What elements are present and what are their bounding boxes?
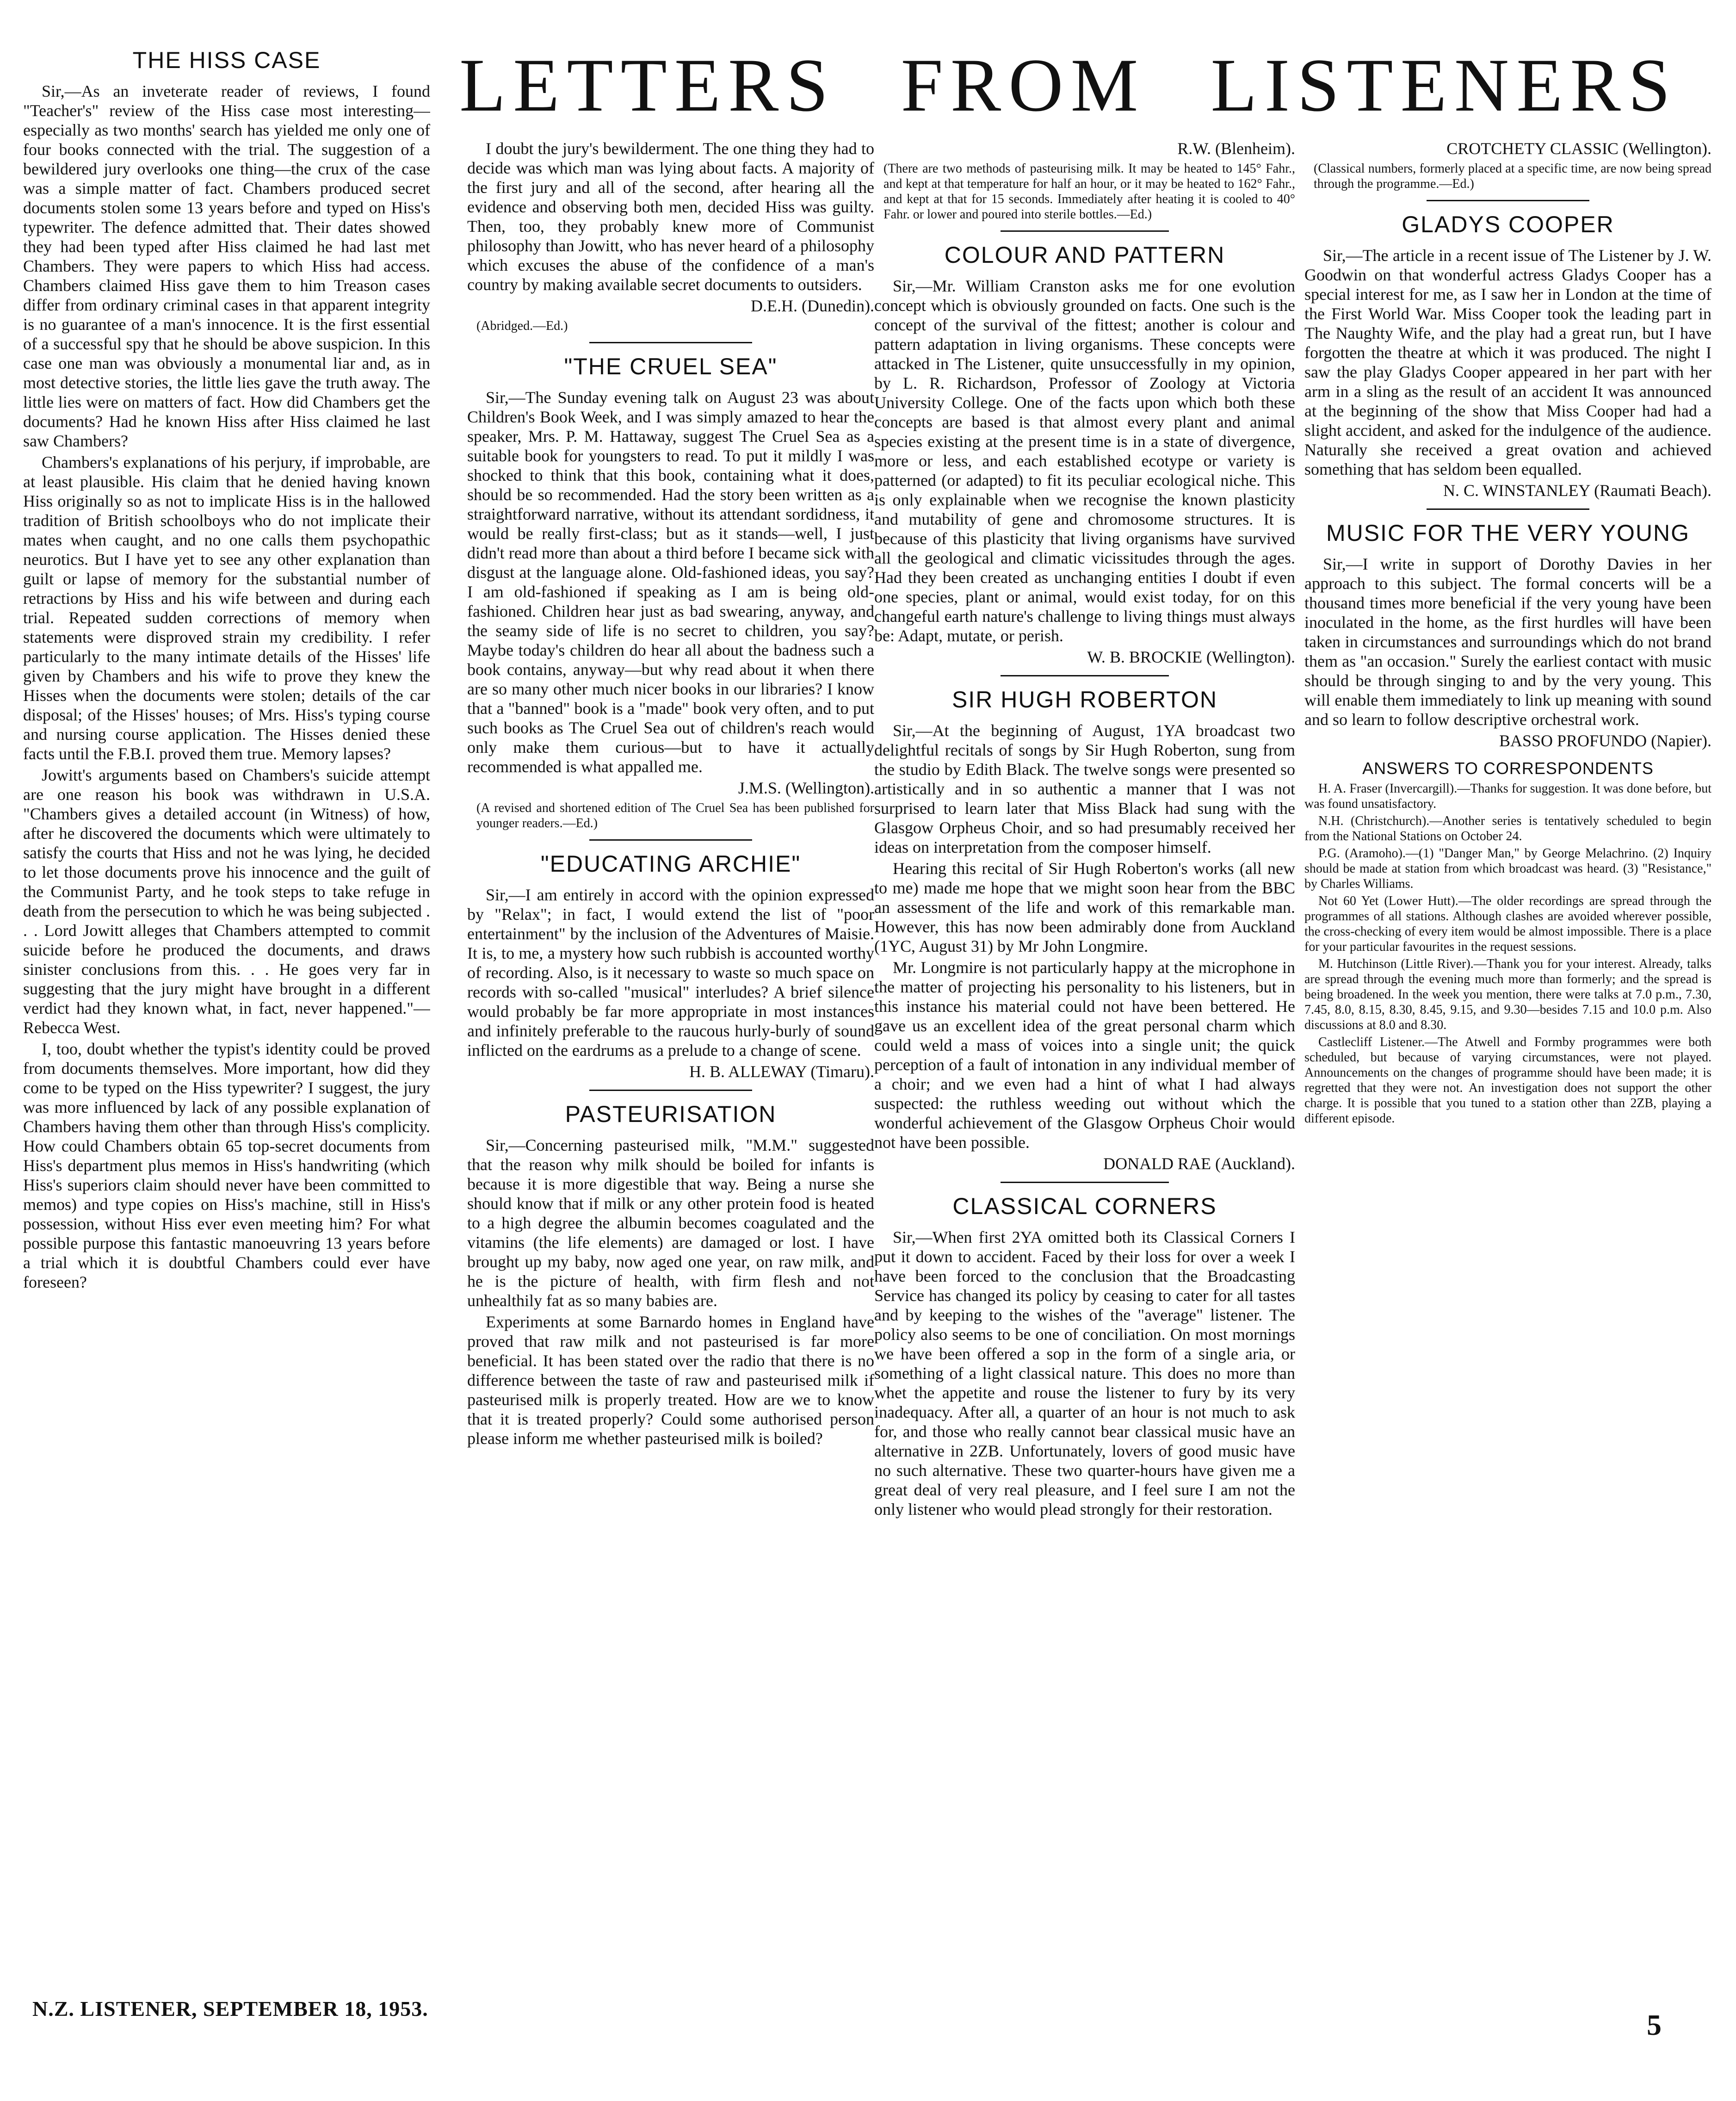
answer-item: P.G. (Aramoho).—(1) "Danger Man," by George Melachrino. (2) Inquiry should be made at station from which broadcast was heard. (3) "Resistance," by Charles Williams. xyxy=(1304,846,1711,891)
section-title-cruel-sea: "THE CRUEL SEA" xyxy=(564,353,778,379)
letter-paragraph: Experiments at some Barnardo homes in England have proved that raw milk and not pasteurised is far more beneficial. It has been stated over the radio that there is no difference between the taste of raw and pasteurised milk if pasteurised milk is properly treated. How are we to know that it is treated properly? Could some authorised person please inform me whether pasteurised milk is boiled? xyxy=(467,1313,874,1448)
editor-note: (There are two methods of pasteurising milk. It may be heated to 145° Fahr., and kept at that temperature for half an hour, or it may be heated to 162° Fahr., and kept at that for 15 seconds. Immediately after heating it is cooled to 40° Fahr. or lower and poured into sterile bottles.—Ed.) xyxy=(883,161,1295,222)
column-4 xyxy=(1304,139,1711,1985)
letter-paragraph: Chambers's explanations of his perjury, if improbable, are at least plausible. His claim that he denied having known Hiss originally so as not to implicate Hiss is in the hallowed tradition of British schoolboys who do not implicate their mates when caught, and no one calls them psychopathic neurotics. But I have yet to see any other explanation than guilt or lapse of memory for the substantial number of retractions by Hiss and his wife between and during each trial. Repeated sudden corrections of memory when statements were disproved strain my credibility. I refer particularly to the many intimate details of the Hisses' life given by Chambers and his wife to prove they knew the Hisses when the documents were stolen; details of the car disposal; of the Hisses' houses; of Mrs. Hiss's typing course and nursing course application. The Hisses denied these facts until the F.B.I. proved them true. Memory lapses? xyxy=(23,453,430,763)
letter-paragraph: Jowitt's arguments based on Chambers's suicide attempt are one reason his book was withdrawn in U.S.A. "Chambers gives a detailed account (in Witness) of how, after he discovered the documents which were ultimately to satisfy the courts that Hiss and not he was lying, he decided to let those documents prove his innocence and the guilt of the Communist Party, and he took steps to take refuge in death from the persecution to which he was being subjected . . . Lord Jowitt alleges that Chambers attempted to commit suicide before he produced the documents, and draws sinister conclusions from this. . . He goes very far in suggesting that the jury might have brought in a different verdict had they known what, in fact, never happened."—Rebecca West. xyxy=(23,766,430,1037)
letter-signature: J.M.S. (Wellington). xyxy=(738,779,874,797)
column-1 xyxy=(23,37,430,1989)
column-2 xyxy=(467,139,874,1985)
letter-signature: H. B. ALLEWAY (Timaru). xyxy=(689,1062,874,1081)
section-title-music-for-the-very-young: MUSIC FOR THE VERY YOUNG xyxy=(1326,520,1690,546)
section-title-gladys-cooper: GLADYS COOPER xyxy=(1402,211,1614,237)
letter-paragraph: Hearing this recital of Sir Hugh Roberton's works (all new to me) made me hope that we might soon hear from the BBC an assessment of the life and work of this remarkable man. However, this has now been admirably done from Auckland (1YC, August 31) by Mr John Longmire. xyxy=(874,859,1295,955)
footer-issue-line: N.Z. LISTENER, SEPTEMBER 18, 1953. xyxy=(32,1997,428,2020)
letter-paragraph: Sir,—I am entirely in accord with the opinion expressed by "Relax"; in fact, I would extend the list of "poor entertainment" by the inclusion of the Adventures of Maisie. It is, to me, a mystery how such rubbish is accounted worthy of recording. Also, is it necessary to waste so much space on records with so-called "musical" interludes? A brief silence would probably be far more appropriate in most instances and infinitely preferable to the raucous hurly-burly of sound inflicted on the eardrums as a prelude to a change of scene. xyxy=(467,886,874,1060)
divider xyxy=(1001,230,1169,232)
answers-heading: ANSWERS TO CORRESPONDENTS xyxy=(1362,759,1654,778)
section-title-sir-hugh-roberton: SIR HUGH ROBERTON xyxy=(952,687,1217,713)
divider xyxy=(589,342,752,343)
divider xyxy=(589,1090,752,1091)
answer-item: N.H. (Christchurch).—Another series is tentatively scheduled to begin from the National Stations on October 24. xyxy=(1304,814,1711,843)
section-title-classical-corners: CLASSICAL CORNERS xyxy=(952,1193,1217,1219)
column-3 xyxy=(874,139,1295,1985)
letter-paragraph: Sir,—I write in support of Dorothy Davies in her approach to this subject. The formal concerts will be a thousand times more beneficial if the very young have been inoculated in the home, as the first hurdles will have been taken in circumstances and surroundings which do not brand them as "an occasion." Surely the earliest contact with music should be through singing to and by the very young. This will enable them immediately to link up meaning with sound and so learn to follow descriptive orchestral work. xyxy=(1304,555,1711,729)
letter-signature: R.W. (Blenheim). xyxy=(1177,139,1295,158)
answer-item: Not 60 Yet (Lower Hutt).—The older recordings are spread through the programmes of all stations. Although clashes are avoided wherever possible, the cross-checking of every item would be almost impossible. There is a place for your particular favourites in the request sessions. xyxy=(1304,894,1711,954)
letter-paragraph: Sir,—The article in a recent issue of The Listener by J. W. Goodwin on that wonderful actress Gladys Cooper has a special interest for me, as I saw her in London at the time of the First World War. Miss Cooper took the leading part in The Naughty Wife, and the play had a great run, but I have forgotten the theatre at which it was produced. The night I saw the play Gladys Cooper appeared in her part with her arm in a sling as the result of an accident It was announced at the beginning of the show that Miss Cooper had had a slight accident, and asked for the indulgence of the audience. Naturally she received a great ovation and achieved something that has seldom been equalled. xyxy=(1304,246,1711,478)
divider xyxy=(1427,508,1589,510)
divider xyxy=(1001,1182,1169,1183)
letter-paragraph: I, too, doubt whether the typist's identity could be proved from documents themselves. More important, how did they come to be typed on the Hiss typewriter? I suggest, the jury was more influenced by lack of any possible explanation of Chambers having them other than through Hiss's complicity. How could Chambers obtain 65 top-secret documents from Hiss's department plus memos in Hiss's handwriting (which Hiss's superiors claim should never have been committed to memos) and type copies on Hiss's machine, still in Hiss's possession, without Hiss ever even meeting him? For what possible purpose this fantastic manoeuvring 13 years before a trial which it is doubtful Chambers could ever have foreseen? xyxy=(23,1040,430,1291)
letter-signature: BASSO PROFUNDO (Napier). xyxy=(1499,731,1711,750)
section-title-colour-and-pattern: COLOUR AND PATTERN xyxy=(944,242,1225,268)
answer-item: Castlecliff Listener.—The Atwell and Formby programmes were both scheduled, but because of varying circumstances, were not played. Announcements on the changes of programme should have been made; it is regretted that they were not. An investigation does not support the other charge. It is possible that you tuned to a station other than 2ZB, playing a different episode. xyxy=(1304,1035,1711,1126)
divider xyxy=(1001,675,1169,676)
letter-paragraph: Sir,—Mr. William Cranston asks me for one evolution concept which is obviously grounded on facts. One such is the concept of the survival of the fittest; another is colour and pattern adaptation in living organisms. These concepts were attacked in The Listener, quite unsuccessfully in my opinion, by L. R. Richardson, Professor of Zoology at Victoria University College. One of the facts upon which both these concepts are based is that almost every plant and animal species existing at the present time is in a state of divergence, more or less, and each established ecotype or variety is patterned (or adapted) to fit its peculiar ecological niche. This is only explainable when we recognise the known plasticity and mutability of gene and chromosome structures. It is because of this plasticity that living organisms have survived all the geological and climatic vicissitudes through the ages. Had they been created as unchanging entities I doubt if even one species, plant or animal, would exist today, for on this changeful earth nature's challenge to living things must always be: Adapt, mutate, or perish. xyxy=(874,277,1295,645)
letter-paragraph: I doubt the jury's bewilderment. The one thing they had to decide was which man was lying about facts. A majority of the first jury and all of the second, after hearing all the evidence and observing both men, decided Hiss was guilty. Then, too, they probably knew more of Communist philosophy than Jowitt, who has never heard of a philosophy which excuses the abuse of the confidence of a man's country by making available secret documents to outsiders. xyxy=(467,139,874,294)
section-title-educating-archie: "EDUCATING ARCHIE" xyxy=(540,851,801,877)
letter-signature: W. B. BROCKIE (Wellington). xyxy=(1087,648,1295,666)
answer-item: H. A. Fraser (Invercargill).—Thanks for suggestion. It was done before, but was found unsatisfactory. xyxy=(1304,781,1711,811)
letter-paragraph: Sir,—The Sunday evening talk on August 23 was about Children's Book Week, and I was simply amazed to hear the speaker, Mrs. P. M. Hattaway, suggest The Cruel Sea as a suitable book for youngsters to read. To put it mildly I was shocked to think that this book, containing what it does, should be so recommended. Had the story been written as a straightforward narrative, without its attendant sordidness, it would be really first-class; but as it stands—well, I just didn't read more than about a third before I became sick with disgust at the language alone. Old-fashioned ideas, you say? I am old-fashioned if speaking as I am is being old-fashioned. Children hear just as bad swearing, anyway, and the seamy side of life is no secret to children, you say? Maybe today's children do hear all about the badness such a book contains, anyway—but why read about it when there are so many other much nicer books in our libraries? I know that a "banned" book is a "made" book very often, and to put such books as The Cruel Sea out of children's reach would only make them curious—but to have it actually recommended is what appalled me. xyxy=(467,388,874,776)
letter-paragraph: Sir,—Concerning pasteurised milk, "M.M." suggested that the reason why milk should be boiled for infants is because it is more digestible that way. Being a nurse she should know that if milk or any other protein food is heated to a high degree the albumin becomes coagulated and the vitamins (the life elements) are damaged or lost. I have brought up my baby, now aged one year, on raw milk, and he is the picture of health, with firm flesh and not unhealthily fat as so many babies are. xyxy=(467,1136,874,1310)
letter-signature: N. C. WINSTANLEY (Raumati Beach). xyxy=(1443,481,1711,500)
answer-item: M. Hutchinson (Little River).—Thank you for your interest. Already, talks are spread through the evening much more than formerly; and the spread is being broadened. In the week you mention, there were talks at 7.0 p.m., 7.30, 7.45, 8.0, 8.15, 8.30, 8.45, 9.15, and 9.30—besides 7.15 and 10.0 p.m. Also discussions at 8.0 and 8.30. xyxy=(1304,957,1711,1032)
letter-paragraph: Sir,—When first 2YA omitted both its Classical Corners I put it down to accident. Faced by their loss for over a week I have been forced to the conclusion that the Broadcasting Service has changed its policy by ceasing to cater for all tastes and by keeping to the wishes of the "average" listener. The policy also seems to be one of conciliation. On most mornings we have been offered a sop in the form of a single aria, or something of a light classical nature. This does no more than whet the appetite and rouse the listener to fury by its very inadequacy. After all, a quarter of an hour is not much to ask for, and those who really cannot bear classical music have an alternative in 2ZB. Unfortunately, lovers of good music have no such alternative. These two quarter-hours have given me a great deal of very real pleasure, and I feel sure I am not the only listener who would plead strongly for their restoration. xyxy=(874,1228,1295,1518)
editor-note: (A revised and shortened edition of The Cruel Sea has been published for younger readers.—Ed.) xyxy=(476,801,874,830)
letter-paragraph: Sir,—As an inveterate reader of reviews, I found "Teacher's" review of the Hiss case most interesting—especially as two months' search has yielded me only one of four books connected with the trial. The suggestion of a bewildered jury overlooks one thing—the crux of the case was a simple matter of fact. Chambers produced secret documents stolen some 13 years before and typed on Hiss's typewriter. The defence admitted that. Their dates showed they had been typed after Hiss claimed he had last met Chambers. They were papers to which Hiss had access. Chambers claimed Hiss gave them to him Treason cases differ from ordinary criminal cases in that apparent integrity is no guarantee of a man's innocence. It is the first essential of a successful spy that he should be above suspicion. In this case one man was obviously a monumental liar and, as in most detective stories, the little lies gave the truth away. The little lies were on matters of fact. How did Chambers get the documents? Had he known Hiss after Hiss claimed he last saw Chambers? xyxy=(23,82,430,450)
divider xyxy=(589,839,752,841)
letter-paragraph: Sir,—At the beginning of August, 1YA broadcast two delightful recitals of songs by Sir Hugh Roberton, sung from the studio by Edith Black. The twelve songs were presented so artistically and in so authentic a manner that I was not surprised to learn later that Miss Black had sung with the Glasgow Orpheus Choir, and so had presumably received her ideas on interpretation from the composer himself. xyxy=(874,721,1295,856)
editor-note: (Classical numbers, formerly placed at a specific time, are now being spread through the programme.—Ed.) xyxy=(1314,161,1711,191)
editor-note: (Abridged.—Ed.) xyxy=(476,319,568,333)
letter-signature: DONALD RAE (Auckland). xyxy=(1103,1154,1295,1173)
divider xyxy=(1427,200,1589,201)
section-title-hiss-case: THE HISS CASE xyxy=(132,47,321,73)
letter-paragraph: Mr. Longmire is not particularly happy at the microphone in the matter of projecting his personality to his listeners, but in this instance his material could not have been bettered. He gave us an excellent idea of the great personal charm which could weld a mass of voices into a single unit; the quick perception of a fault of intonation in any individual member of a choir; and we even had a hint of what I had always suspected: the ruthless weeding out without which the wonderful achievement of the Glasgow Orpheus Choir would not have been possible. xyxy=(874,958,1295,1152)
masthead-title: LETTERS FROM LISTENERS xyxy=(459,43,1678,127)
letter-signature: CROTCHETY CLASSIC (Wellington). xyxy=(1446,139,1711,158)
letter-signature: D.E.H. (Dunedin). xyxy=(751,297,874,315)
page-number: 5 xyxy=(1647,2008,1662,2041)
section-title-pasteurisation: PASTEURISATION xyxy=(565,1101,777,1127)
